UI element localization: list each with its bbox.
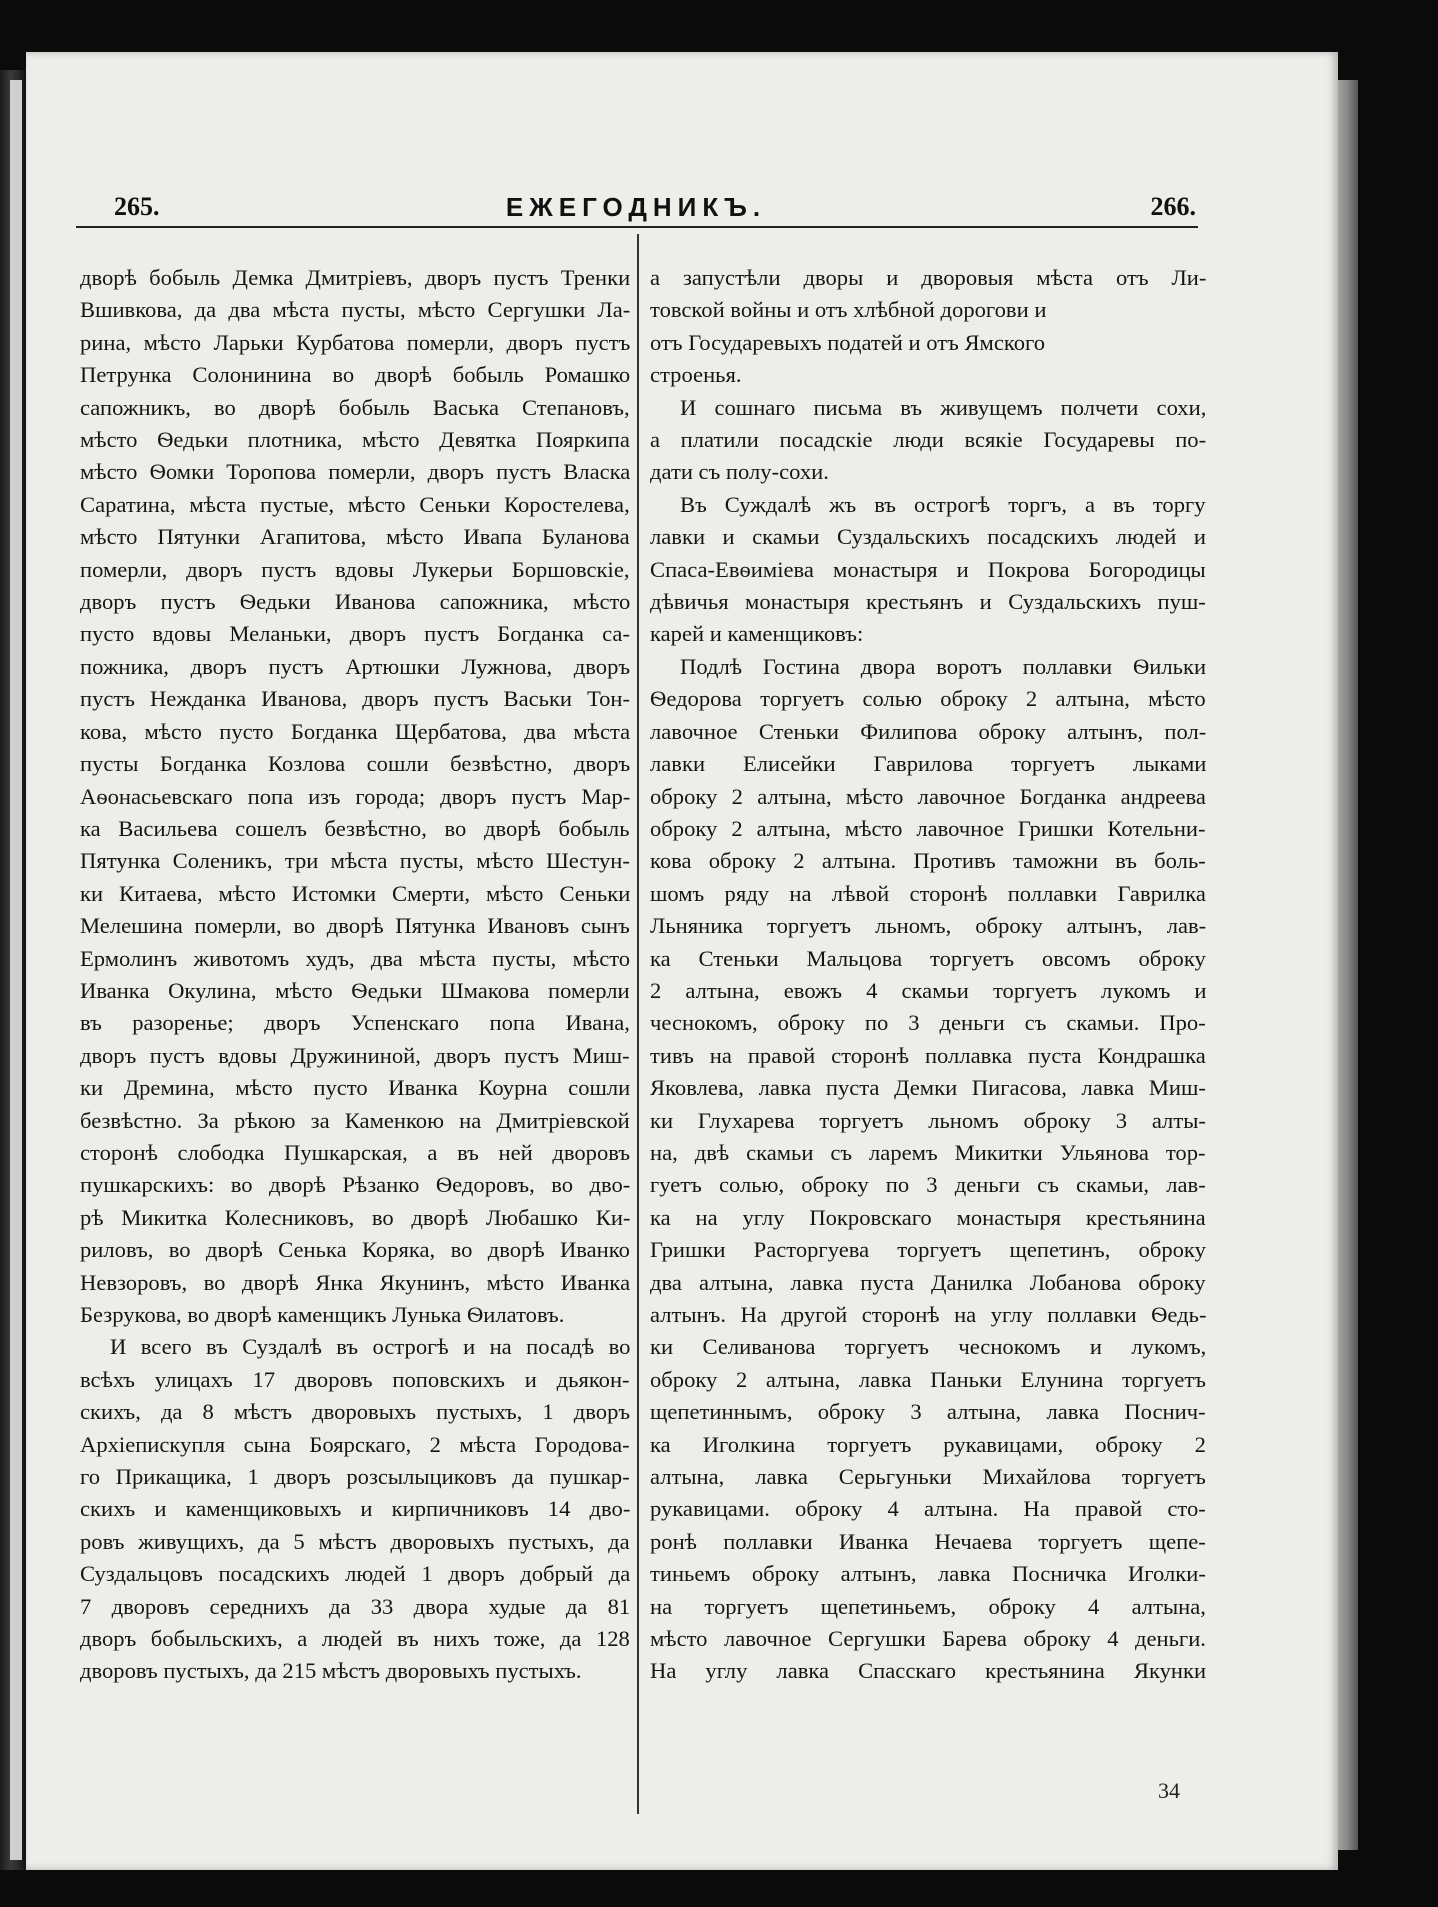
text-line: рукавицами. оброку 4 алтына. На правой сто- — [650, 1496, 1206, 1522]
header-rule — [76, 226, 1198, 228]
text-line: мѣсто Ѳомки Торопова померли, дворъ пустъ Власка — [80, 459, 631, 485]
text-line: Гришки Расторгуева торгуетъ щепетинъ, оброку — [650, 1237, 1206, 1263]
text-line: Вшивкова, да два мѣста пусты, мѣсто Сергушки Ла- — [80, 297, 631, 323]
text-line: Петрунка Солонинина во дворѣ бобыль Ромашко — [80, 362, 631, 388]
text-line: Яковлева, лавка пуста Демки Пигасова, лавка Миш- — [650, 1075, 1206, 1101]
text-line: ки Дремина, мѣсто пусто Иванка Коурна сошли — [80, 1075, 631, 1101]
text-line: ка Васильева сошелъ безвѣстно, во дворѣ бобыль — [80, 815, 630, 841]
text-line: пусто вдовы Меланьки, дворъ пустъ Богданка са- — [80, 621, 630, 647]
text-line: мѣсто Пятунки Агапитова, мѣсто Ивапа Буланова — [80, 524, 630, 550]
text-line: дѣвичья монастыря крестьянъ и Суздальскихъ пуш- — [650, 589, 1206, 615]
right-column — [650, 262, 1206, 1688]
text-line: ка Стеньки Мальцова торгуетъ овсомъ оброку — [650, 945, 1206, 971]
text-line: Архіепискупля сына Боярскаго, 2 мѣста Городова- — [80, 1431, 630, 1457]
text-line: ки Селиванова торгуетъ чеснокомъ и лукомъ, — [650, 1334, 1207, 1360]
text-line: оброку 2 алтына, мѣсто лавочное Богданка андреева — [650, 783, 1206, 809]
text-line: лавки и скамьи Суздальскихъ посадскихъ людей и — [650, 524, 1206, 550]
text-line: Ѳедорова торгуетъ солью оброку 2 алтына, мѣсто — [650, 686, 1206, 712]
text-line: дворъ пустъ вдовы Дружининой, дворъ пустъ Миш- — [80, 1042, 630, 1068]
page-number-left: 265. — [114, 192, 160, 221]
text-line: мѣсто Ѳедьки плотника, мѣсто Девятка Пояркипа — [80, 427, 630, 453]
page-title: ЕЖЕГОДНИКЪ. — [505, 192, 767, 222]
text-line: Спаса-Евѳиміева монастыря и Покрова Богородицы — [650, 556, 1206, 582]
text-line: а запустѣли дворы и дворовыя мѣста отъ Ли- — [650, 265, 1207, 290]
signature-mark: 34 — [1158, 1778, 1180, 1803]
text-line: сапожникъ, во дворѣ бобыль Васька Степановъ, — [80, 394, 630, 420]
text-line: Пятунка Соленикъ, три мѣста пусты, мѣсто Шестун- — [80, 848, 630, 874]
text-line: 7 дворовъ середнихъ да 33 двора худые да 81 — [80, 1593, 631, 1619]
text-line: ки Китаева, мѣсто Истомки Смерти, мѣсто Сеньки — [80, 880, 631, 906]
text-line: померли, дворъ пустъ вдовы Лукерьи Боршовскіе, — [80, 556, 630, 582]
text-line: ронѣ поллавки Иванка Нечаева торгуетъ щепе- — [650, 1528, 1206, 1554]
text-line: 2 алтына, евожъ 4 скамьи торгуетъ лукомъ и — [650, 977, 1207, 1003]
text-line: дати съ полу-сохи. — [650, 459, 829, 485]
text-line: Ермолинъ животомъ худъ, два мѣста пусты, мѣсто — [80, 945, 631, 971]
text-line: пушкарскихъ: во дворѣ Рѣзанко Ѳедоровъ, во дво- — [80, 1172, 631, 1198]
text-line: На углу лавка Спасскаго крестьянина Якунки — [650, 1658, 1207, 1684]
text-line: лавочное Стеньки Филипова оброку алтынъ, пол- — [650, 718, 1207, 744]
text-line: дворъ бобыльскихъ, а людей въ нихъ тоже, да 128 — [80, 1626, 630, 1652]
left-column — [80, 262, 630, 1688]
text-line: алтынъ. На другой сторонѣ на углу поллавки Ѳедь- — [650, 1302, 1207, 1327]
text-line: ки Глухарева торгуетъ льномъ оброку 3 алты- — [650, 1107, 1206, 1133]
text-line: ка Иголкина торгуетъ рукавицами, оброку 2 — [650, 1431, 1206, 1457]
text-line: въ разоренье; дворъ Успенскаго попа Ивана, — [80, 1010, 630, 1036]
text-line: лавки Елисейки Гаврилова торгуетъ лыками — [650, 751, 1207, 777]
text-line: Аѳонасьевскаго попа изъ города; дворъ пустъ Мар- — [80, 783, 631, 809]
text-line: Саратина, мѣста пустые, мѣсто Сеньки Коростелева, — [80, 491, 630, 517]
text-line: на, двѣ скамьи съ ларемъ Микитки Ульянова тор- — [650, 1139, 1206, 1165]
text-line: шомъ ряду на лѣвой сторонѣ поллавки Гаврилка — [650, 880, 1206, 906]
text-line: безвѣстно. За рѣкою за Каменкою на Дмитріевской — [80, 1107, 630, 1133]
text-line: рина, мѣсто Ларьки Курбатова померли, дворъ пустъ — [80, 329, 631, 355]
text-line: Безрукова, во дворѣ каменщикъ Лунька Ѳилатовъ. — [80, 1302, 565, 1327]
text-line: оброку 2 алтына, мѣсто лавочное Гришки Котельни- — [650, 815, 1206, 841]
text-line: мѣсто лавочное Сергушки Барева оброку 4 деньги. — [650, 1626, 1206, 1652]
text-line: тиньемъ оброку алтынъ, лавка Посничка Иголки- — [650, 1561, 1206, 1587]
text-line: го Прикащика, 1 дворъ розсылыциковъ да пушкар- — [80, 1464, 630, 1490]
text-line: дворъ пустъ Ѳедьки Иванова сапожника, мѣсто — [80, 589, 631, 615]
text-line: алтына, лавка Серьгуньки Михайлова торгуетъ — [650, 1464, 1206, 1490]
text-line: два алтына, лавка пуста Данилка Лобанова оброку — [650, 1269, 1206, 1295]
text-line: кова оброку 2 алтына. Противъ таможни въ боль- — [650, 848, 1206, 874]
text-line: Суздальцовъ посадскихъ людей 1 дворъ добрый да — [80, 1561, 631, 1587]
text-line: отъ Государевыхъ податей и отъ Ямского — [650, 329, 1045, 355]
text-line: карей и каменщиковъ: — [650, 621, 864, 647]
text-line: Мелешина померли, во дворѣ Пятунка Ивановъ сынъ — [80, 913, 630, 939]
text-line: Подлѣ Гостина двора воротъ поллавки Ѳильки — [680, 653, 1207, 679]
text-line: гуетъ солью, оброку по 3 деньги съ скамьи, лав- — [650, 1172, 1206, 1198]
text-line: Невзоровъ, во дворѣ Янка Якунинъ, мѣсто Иванка — [80, 1269, 631, 1295]
text-line: Иванка Окулина, мѣсто Ѳедьки Шмакова померли — [80, 977, 630, 1003]
text-line: товской войны и отъ хлѣбной дорогови и — [650, 297, 1047, 323]
text-line: кова, мѣсто пусто Богданка Щербатова, два мѣста — [80, 718, 631, 744]
text-line: пусты Богданка Козлова сошли безвѣстно, дворъ — [80, 751, 631, 777]
text-line: пожника, дворъ пустъ Артюшки Лужнова, дворъ — [80, 653, 631, 679]
text-line: строенья. — [650, 362, 742, 388]
text-line: щепетиннымъ, оброку 3 алтына, лавка Поснич- — [650, 1399, 1206, 1425]
text-line: а платили посадскіе люди всякіе Государевы по- — [650, 427, 1207, 453]
text-line: И сошнаго письма въ живущемъ полчети сохи, — [680, 394, 1207, 420]
text-line: тивъ на правой сторонѣ поллавка пуста Кондрашка — [650, 1042, 1206, 1068]
text-line: Въ Суждалѣ жъ въ острогѣ торгъ, а въ торгу — [680, 491, 1206, 517]
text-line: риловъ, во дворѣ Сенька Коряка, во дворѣ Иванко — [80, 1237, 630, 1263]
text-line: Льняника торгуетъ льномъ, оброку алтынъ, лав- — [650, 913, 1207, 939]
text-line: ровъ живущихъ, да 5 мѣстъ дворовыхъ пустыхъ, да — [80, 1528, 630, 1554]
text-line: оброку 2 алтына, лавка Паньки Елунина торгуетъ — [650, 1366, 1206, 1392]
text-line: пустъ Нежданка Иванова, дворъ пустъ Васьки Тон- — [80, 686, 631, 712]
text-line: на торгуетъ щепетиньемъ, оброку 4 алтына, — [650, 1593, 1206, 1619]
running-header — [76, 186, 1196, 228]
text-line: рѣ Микитка Колесниковъ, во дворѣ Любашко Ки- — [80, 1204, 631, 1230]
text-line: ка на углу Покровскаго монастыря крестьянина — [650, 1204, 1206, 1230]
left-page-edge — [10, 80, 22, 1860]
text-line: дворовъ пустыхъ, да 215 мѣстъ дворовыхъ пустыхъ. — [80, 1658, 582, 1684]
text-line: всѣхъ улицахъ 17 дворовъ поповскихъ и дьякон- — [80, 1366, 630, 1392]
text-line: сторонѣ слободка Пушкарская, а въ ней дворовъ — [80, 1139, 631, 1165]
text-line: И всего въ Суздалѣ въ острогѣ и на посадѣ во — [110, 1334, 631, 1360]
text-line: скихъ, да 8 мѣстъ дворовыхъ пустыхъ, 1 дворъ — [80, 1399, 631, 1425]
page-number-right: 266. — [1150, 192, 1196, 221]
text-line: дворѣ бобыль Демка Дмитріевъ, дворъ пустъ Тренки — [80, 265, 631, 290]
text-line: чеснокомъ, оброку по 3 деньги съ скамьи. Про- — [650, 1010, 1206, 1036]
column-divider — [637, 234, 639, 1814]
text-line: скихъ и каменщиковыхъ и кирпичниковъ 14 дво- — [80, 1496, 631, 1522]
